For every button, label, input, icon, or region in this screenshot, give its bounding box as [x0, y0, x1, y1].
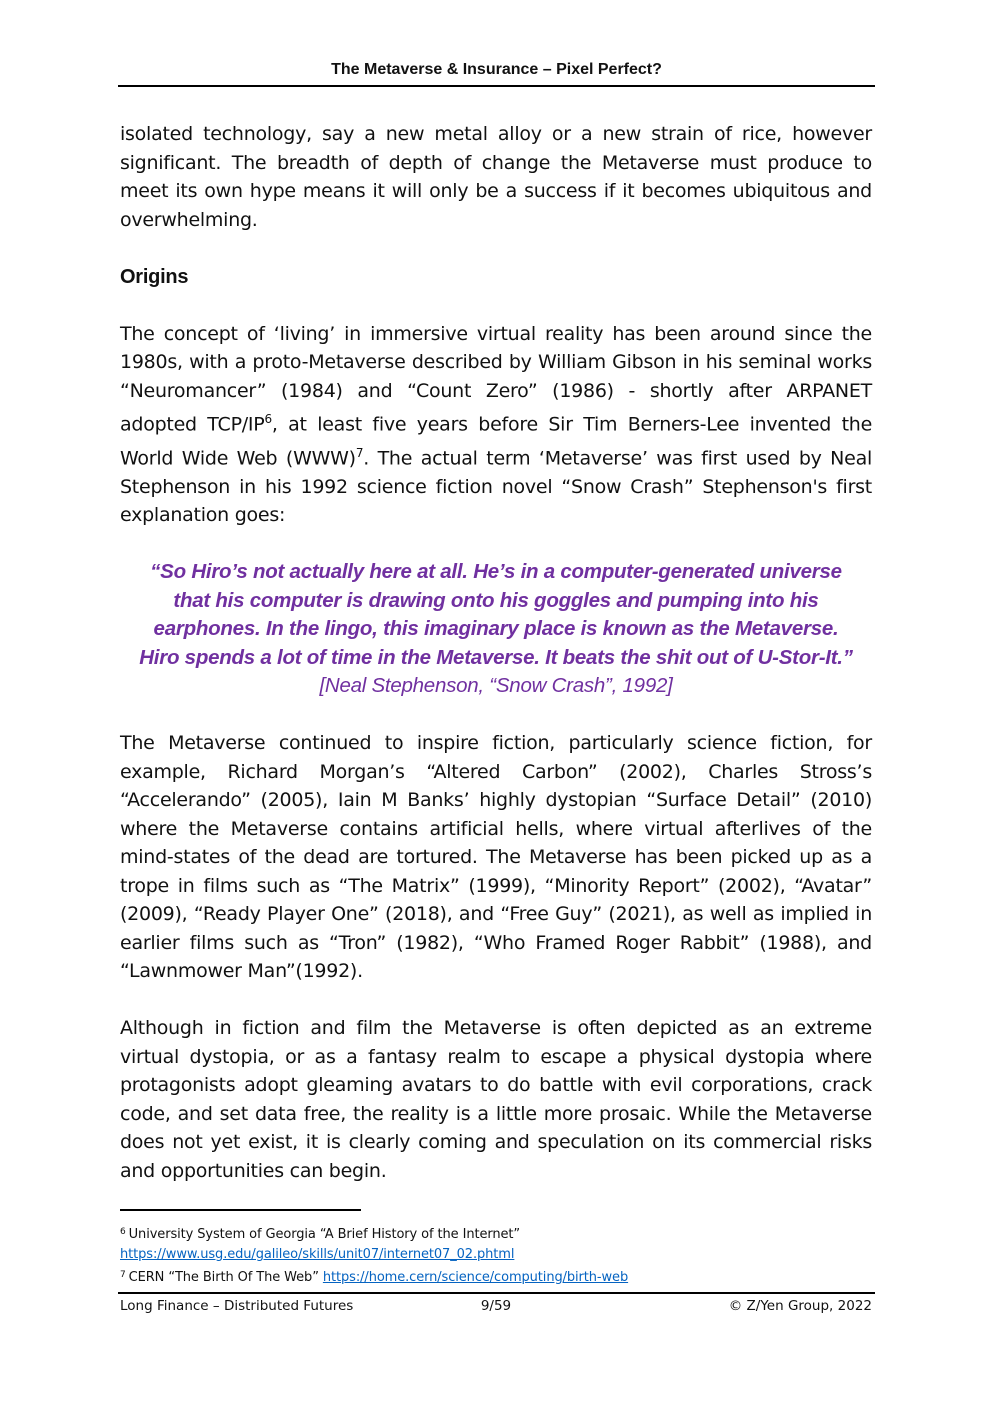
section-heading: Origins [120, 265, 189, 288]
footnote-ref-6[interactable]: 6 [264, 412, 272, 426]
quote-line-4: Hiro spends a lot of time in the Metaverse. It beats the shit out of U-Stor-It.” [139, 645, 853, 669]
quote-line-3: earphones. In the lingo, this imaginary place is known as the Metaverse. [153, 617, 839, 641]
footnote-separator [120, 1209, 361, 1211]
origins-text-3: . The actual term ‘Metaverse’ was first used by Neal Stephenson in his 1992 science fiction novel “Snow Crash” Stephenson's first explanation goes: [120, 447, 872, 527]
footer-publisher: Long Finance – Distributed Futures [120, 1298, 354, 1314]
footnote-text: CERN “The Birth Of The Web” [128, 1270, 319, 1285]
footer-copyright: © Z/Yen Group, 2022 [728, 1298, 872, 1314]
page-body [120, 120, 872, 1185]
intro-paragraph: isolated technology, say a new metal alloy or a new strain of rice, however significant. The breadth of depth of change the Metaverse must produce to meet its own hype means it will only be a success if it becomes ubiquitous and overwhelming. [120, 123, 872, 231]
document-title: The Metaverse & Insurance – Pixel Perfect? [331, 61, 662, 78]
footnote-number: 7 [120, 1270, 126, 1280]
footnote-ref-7[interactable]: 7 [355, 445, 364, 460]
quote-line-2: that his computer is drawing onto his goggles and pumping into his [173, 588, 819, 612]
footnote-6-link-line [120, 1245, 872, 1265]
footnote-6-link[interactable]: https://www.usg.edu/galileo/skills/unit07/internet07_02.phtml [120, 1247, 515, 1262]
origins-text-1: The concept of ‘living’ in immersive virtual reality has been around since the 1980s, with a proto-Metaverse described by William Gibson in his seminal works “Neuromancer” (1984) and “Count Zero” (1986) - shortly after ARPANET adopted TCP/IP [120, 322, 872, 436]
footnote-text: University System of Georgia “A Brief History of the Internet” [128, 1227, 521, 1242]
footnotes [120, 1222, 872, 1288]
footnote-6 [120, 1222, 872, 1245]
origins-text-2: , at least five years before Sir Tim Berners-Lee invented the World Wide Web (WWW) [120, 413, 873, 470]
quote-line-1: “So Hiro’s not actually here at all. He’s in a computer-generated universe [150, 560, 842, 584]
origins-paragraph [120, 320, 872, 530]
footer-separator [118, 1292, 875, 1294]
footnote-number: 6 [120, 1227, 126, 1237]
quote-citation: [Neal Stephenson, “Snow Crash”, 1992] [319, 674, 673, 698]
page-footer [120, 1296, 872, 1316]
fiction-paragraph: The Metaverse continued to inspire fiction, particularly science fiction, for example, Richard Morgan’s “Altered Carbon” (2002), Charles Stross’s “Accelerando” (2005), Iain M Banks’ highly dystopian “Surface Detail” (2010) where the Metaverse contains artificial hells, where virtual afterlives of the mind-states of the dead are tortured. The Metaverse has been picked up as a trope in films such as “The Matrix” (1999), “Minority Report” (2002), “Avatar” (2009), “Ready Player One” (2018), and “Free Guy” (2021), as well as implied in earlier films such as “Tron” (1982), “Who Framed Roger Rabbit” (1988), and “Lawnmower Man”(1992). [120, 732, 872, 983]
footnote-7 [120, 1265, 872, 1288]
footnote-7-link[interactable]: https://home.cern/science/computing/birth-web [322, 1270, 629, 1285]
page-number: 9/59 [480, 1298, 512, 1314]
block-quote [120, 558, 872, 701]
page-header [118, 58, 875, 87]
closing-paragraph: Although in fiction and film the Metaverse is often depicted as an extreme virtual dystopia, or as a fantasy realm to escape a physical dystopia where protagonists adopt gleaming avatars to do battle with evil corporations, crack code, and set data free, the reality is a little more prosaic. While the Metaverse does not yet exist, it is clearly coming and speculation on its commercial risks and opportunities can begin. [120, 1017, 872, 1182]
